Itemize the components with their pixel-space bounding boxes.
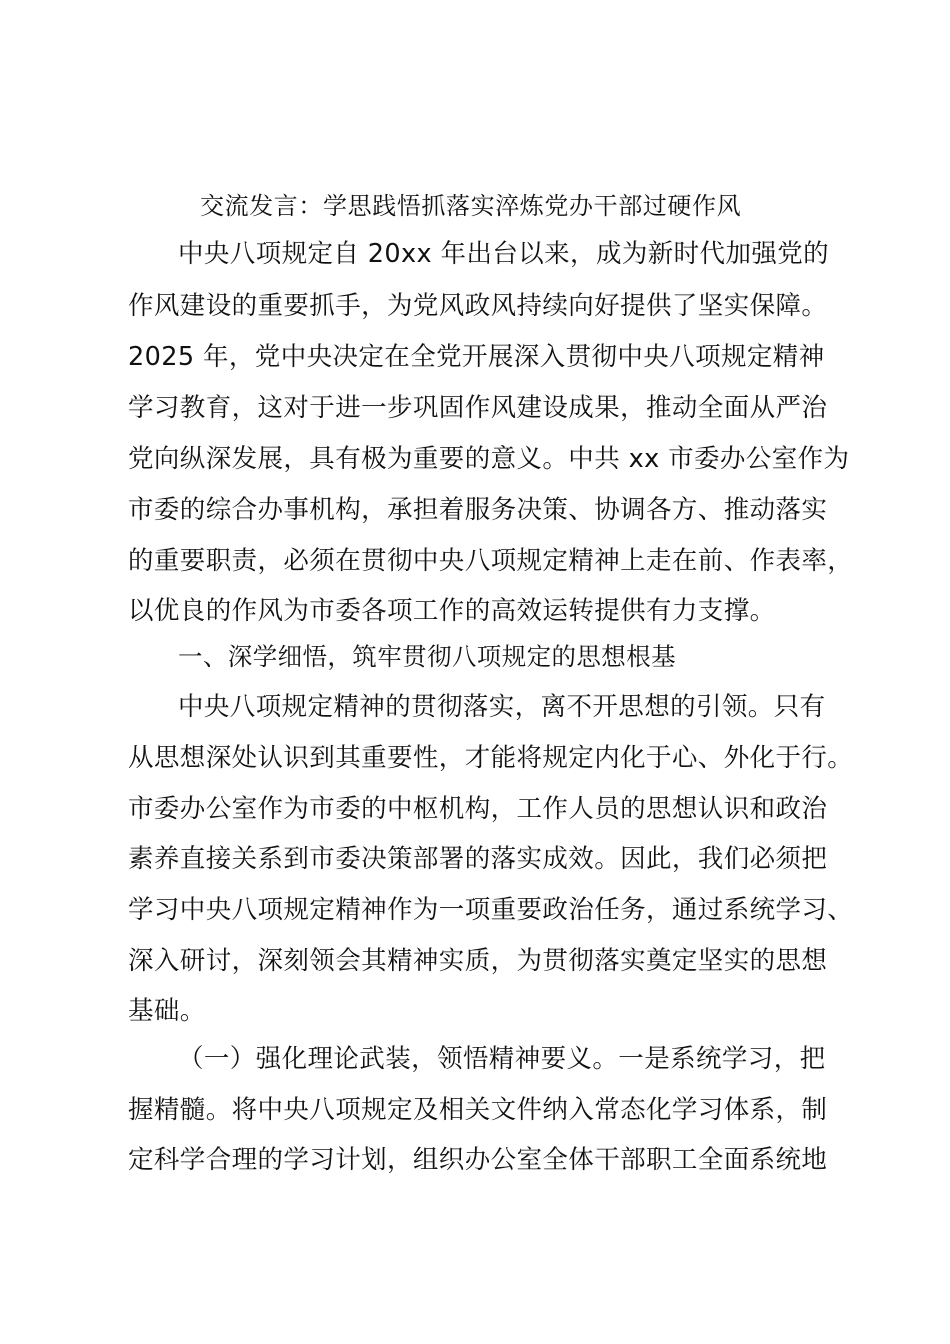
- paragraph-line: 握精髓。将中央八项规定及相关文件纳入常态化学习体系，制: [128, 1095, 828, 1125]
- paragraph-line: 中央八项规定自 20xx 年出台以来，成为新时代加强党的: [178, 239, 830, 269]
- paragraph-line: 学习教育，这对于进一步巩固作风建设成果，推动全面从严治: [128, 393, 828, 423]
- paragraph-line: 学习中央八项规定精神作为一项重要政治任务，通过系统学习、: [128, 895, 854, 925]
- paragraph-line: 市委办公室作为市委的中枢机构，工作人员的思想认识和政治: [128, 794, 828, 824]
- section-heading: 一、深学细悟，筑牢贯彻八项规定的思想根基: [178, 642, 676, 671]
- paragraph-line: 素养直接关系到市委决策部署的落实成效。因此，我们必须把: [128, 844, 828, 874]
- paragraph-line: 的重要职责，必须在贯彻中央八项规定精神上走在前、作表率，: [128, 546, 854, 576]
- document-title: 交流发言：学思践悟抓落实淬炼党办干部过硬作风: [200, 192, 742, 220]
- paragraph-line: （一）强化理论武装，领悟精神要义。一是系统学习，把: [178, 1044, 826, 1074]
- paragraph-line: 市委的综合办事机构，承担着服务决策、协调各方、推动落实: [128, 495, 828, 525]
- paragraph-line: 党向纵深发展，具有极为重要的意义。中共 xx 市委办公室作为: [128, 444, 850, 474]
- paragraph-line: 基础。: [128, 996, 206, 1026]
- paragraph-line: 以优良的作风为市委各项工作的高效运转提供有力支撑。: [128, 596, 776, 626]
- paragraph-line: 定科学合理的学习计划，组织办公室全体干部职工全面系统地: [128, 1145, 828, 1175]
- paragraph-line: 中央八项规定精神的贯彻落实，离不开思想的引领。只有: [178, 692, 826, 722]
- paragraph-line: 深入研讨，深刻领会其精神实质，为贯彻落实奠定坚实的思想: [128, 946, 828, 976]
- paragraph-line: 2025 年，党中央决定在全党开展深入贯彻中央八项规定精神: [128, 342, 825, 372]
- paragraph-line: 作风建设的重要抓手，为党风政风持续向好提供了坚实保障。: [128, 291, 828, 321]
- paragraph-line: 从思想深处认识到其重要性，才能将规定内化于心、外化于行。: [128, 743, 854, 773]
